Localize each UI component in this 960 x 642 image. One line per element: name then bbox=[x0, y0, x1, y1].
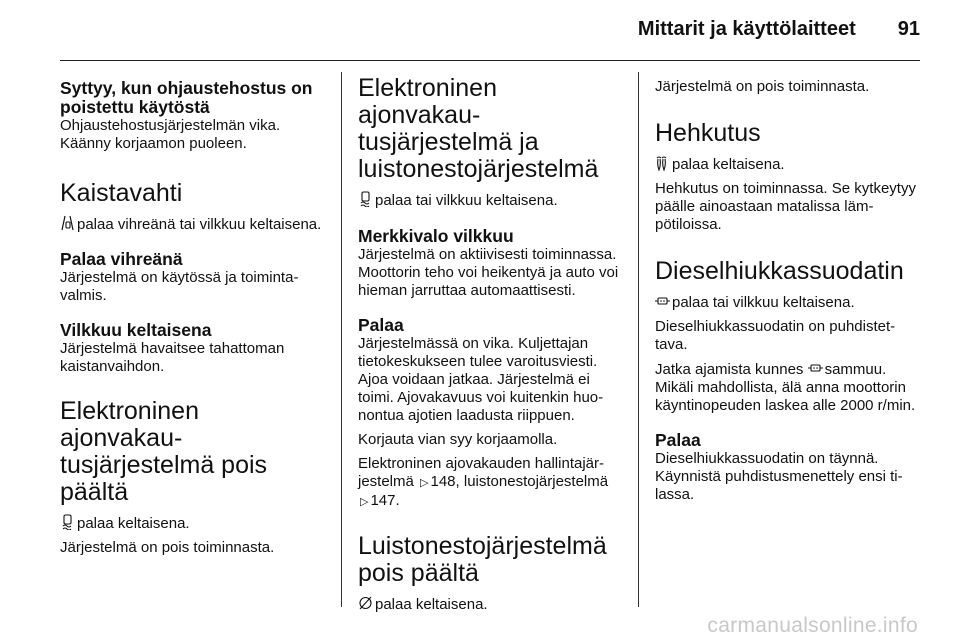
column-right bbox=[655, 72, 917, 504]
page-number: 91 bbox=[897, 18, 920, 40]
esc-icon bbox=[358, 191, 373, 207]
section-heading-dpf-illuminates: Palaa bbox=[655, 430, 701, 450]
section-heading-green: Palaa vihreänä bbox=[60, 249, 183, 269]
section-heading-illuminates: Palaa bbox=[358, 315, 404, 335]
illuminates-text: Järjestelmässä on vika. Kuljettajan tietokeskukseen tulee varoitusviesti. Ajoa voidaan jatkaa. Järjestelmä ei toimi. Ajovakavuus voi kuitenkin huonontua ajotien laadusta riippuen. bbox=[358, 335, 604, 424]
section-title-dpf: Dieselhiukkassuodatin bbox=[655, 257, 904, 285]
section-title-esc-off: Elektroninen ajonvakautusjärjestelmä pois päältä bbox=[60, 397, 268, 506]
page-header bbox=[638, 18, 920, 41]
dpf-indicator-text: palaa tai vilkkuu keltaisena. bbox=[655, 293, 917, 312]
column-left bbox=[60, 72, 322, 557]
page-reference[interactable]: 148 bbox=[430, 473, 456, 490]
section-title-glow-plug: Hehkutus bbox=[655, 119, 761, 147]
section-heading-power-steering: Syttyy, kun ohjaustehostus on poistettu käytöstä bbox=[60, 78, 313, 117]
glow-plug-icon bbox=[655, 155, 670, 171]
section-heading-flashing-yellow: Vilkkuu keltaisena bbox=[60, 320, 212, 340]
green-text: Järjestelmä on käytössä ja toimintavalmis. bbox=[60, 269, 299, 304]
indicator-flashes-text: Järjestelmä on aktiivisesti toiminnassa. Moottorin teho voi heikentyä ja auto voi hieman jarruttaa automaattisesti. bbox=[358, 246, 619, 299]
flashing-yellow-text: Järjestelmä havaitsee tahattoman kaistanvaihdon. bbox=[60, 340, 285, 375]
tc-off-indicator-text: palaa keltaisena. bbox=[358, 595, 620, 614]
section-title-lane-assist: Kaistavahti bbox=[60, 179, 183, 207]
section-title-esc-tc: Elektroninen ajonvakautusjärjestelmä ja luistonestojärjestelmä bbox=[358, 74, 599, 183]
lane-departure-icon bbox=[60, 215, 75, 231]
traction-control-off-icon bbox=[358, 595, 373, 611]
page-reference-arrow-icon: ▷ bbox=[360, 496, 369, 508]
esc-off-indicator-text: palaa keltaisena. bbox=[60, 514, 322, 533]
power-steering-text: Ohjaustehostusjärjestelmän vika. Käänny korjaamon puoleen. bbox=[60, 117, 281, 152]
dpf-drive-text: Jatka ajamista kunnes sammuu. Mikäli mahdollista, älä anna moottorin käyntinopeuden laskea alle 2000 r/min. bbox=[655, 361, 916, 414]
system-off-text: Järjestelmä on pois toiminnasta. bbox=[655, 78, 870, 95]
esc-off-text: Järjestelmä on pois toiminnasta. bbox=[60, 539, 275, 556]
header-rule bbox=[60, 60, 920, 61]
cross-reference-text: Elektroninen ajovakauden hallintajärjestelmä ▷ 148, luistonestojärjestelmä ▷ 147. bbox=[358, 455, 609, 509]
watermark: carmanualsonline.info bbox=[707, 614, 918, 637]
glow-plug-text: Hehkutus on toiminnassa. Se kytkeytyy päälle ainoastaan matalissa lämpötiloissa. bbox=[655, 180, 916, 233]
dpf-full-text: Dieselhiukkassuodatin on täynnä. Käynnistä puhdistusmenettely ensi tilassa. bbox=[655, 450, 903, 503]
column-divider-right bbox=[638, 72, 639, 607]
page-title: Mittarit ja käyttölaitteet bbox=[637, 18, 856, 40]
esc-indicator-text: palaa tai vilkkuu keltaisena. bbox=[358, 191, 620, 210]
diesel-particulate-filter-icon bbox=[655, 293, 670, 309]
section-title-tc-off: Luistonestojärjestelmä pois päältä bbox=[358, 532, 607, 587]
dpf-clean-text: Dieselhiukkassuodatin on puhdistettava. bbox=[655, 318, 896, 353]
glow-plug-indicator-text: palaa keltaisena. bbox=[655, 155, 917, 174]
esc-off-icon bbox=[60, 514, 75, 530]
column-divider-left bbox=[341, 72, 342, 607]
lane-assist-indicator-text: palaa vihreänä tai vilkkuu keltaisena. bbox=[60, 215, 322, 234]
section-heading-indicator-flashes: Merkkivalo vilkkuu bbox=[358, 226, 514, 246]
repair-text: Korjauta vian syy korjaamolla. bbox=[358, 431, 558, 448]
column-middle bbox=[358, 72, 620, 614]
page-reference-arrow-icon: ▷ bbox=[420, 477, 429, 489]
page-reference[interactable]: 147 bbox=[370, 492, 396, 509]
diesel-particulate-filter-icon bbox=[808, 360, 823, 376]
